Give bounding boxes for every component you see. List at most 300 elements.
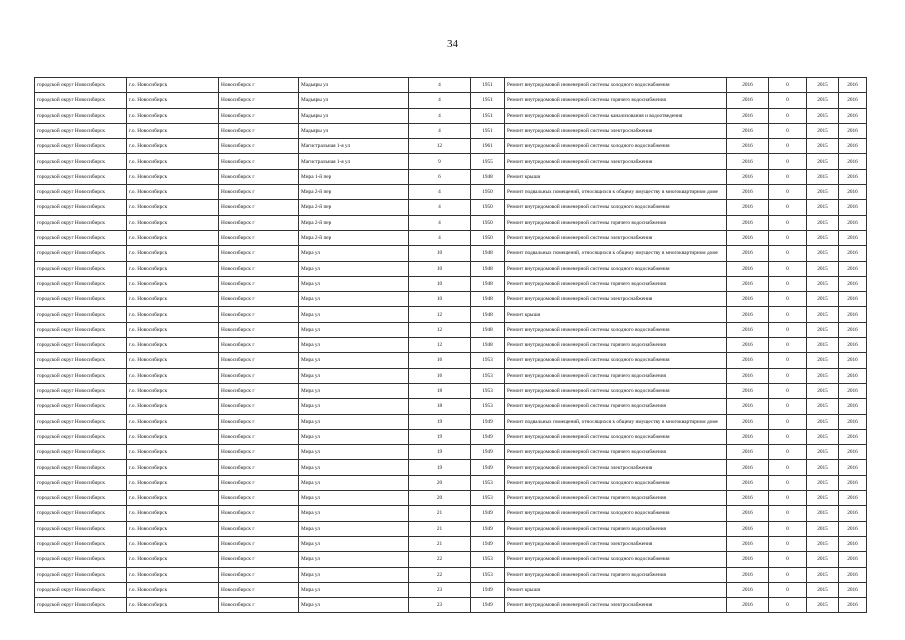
plan-year-cell: 2016	[727, 582, 769, 597]
table-row	[35, 261, 867, 276]
table-row	[35, 230, 867, 245]
street-cell: Мира ул	[299, 521, 409, 536]
plan-year-cell: 2016	[727, 78, 769, 93]
municipality-cell: городской округ Новосибирск	[35, 598, 127, 613]
end-year-cell: 2016	[839, 475, 867, 490]
built-year-cell: 1953	[471, 399, 505, 414]
city-cell: Новосибирск г	[219, 491, 299, 506]
plan-year-cell: 2016	[727, 475, 769, 490]
municipality-cell: городской округ Новосибирск	[35, 552, 127, 567]
street-cell: Мира ул	[299, 445, 409, 460]
city-cell: Новосибирск г	[219, 598, 299, 613]
city-cell: Новосибирск г	[219, 445, 299, 460]
municipality-cell: городской округ Новосибирск	[35, 93, 127, 108]
street-cell: Мира 2-й пер	[299, 215, 409, 230]
district-cell: г.о. Новосибирск	[127, 261, 219, 276]
street-cell: Мира ул	[299, 506, 409, 521]
plan-year-cell: 2016	[727, 338, 769, 353]
plan-year-cell: 2016	[727, 169, 769, 184]
city-cell: Новосибирск г	[219, 383, 299, 398]
municipality-cell: городской округ Новосибирск	[35, 414, 127, 429]
table-row	[35, 215, 867, 230]
house-number-cell: 4	[409, 215, 471, 230]
work-type-cell: Ремонт внутридомовой инженерной системы электроснабжения	[505, 536, 727, 551]
built-year-cell: 1948	[471, 246, 505, 261]
page-number: 34	[447, 38, 458, 50]
work-type-cell: Ремонт крыши	[505, 169, 727, 184]
end-year-cell: 2016	[839, 399, 867, 414]
work-type-cell: Ремонт внутридомовой инженерной системы холодного водоснабжения	[505, 322, 727, 337]
start-year-cell: 2015	[807, 383, 839, 398]
start-year-cell: 2015	[807, 491, 839, 506]
start-year-cell: 2015	[807, 368, 839, 383]
table-row	[35, 552, 867, 567]
work-type-cell: Ремонт внутридомовой инженерной системы горячего водоснабжения	[505, 368, 727, 383]
street-cell: Магистральная 1-я ул	[299, 154, 409, 169]
street-cell: Мира ул	[299, 429, 409, 444]
house-number-cell: 19	[409, 414, 471, 429]
cost-cell: 0	[769, 185, 807, 200]
municipality-cell: городской округ Новосибирск	[35, 491, 127, 506]
start-year-cell: 2015	[807, 460, 839, 475]
end-year-cell: 2016	[839, 338, 867, 353]
work-type-cell: Ремонт внутридомовой инженерной системы канализования и водоотведения	[505, 108, 727, 123]
city-cell: Новосибирск г	[219, 215, 299, 230]
street-cell: Мира 2-й пер	[299, 230, 409, 245]
municipality-cell: городской округ Новосибирск	[35, 399, 127, 414]
start-year-cell: 2015	[807, 414, 839, 429]
work-type-cell: Ремонт внутридомовой инженерной системы холодного водоснабжения	[505, 429, 727, 444]
district-cell: г.о. Новосибирск	[127, 521, 219, 536]
house-number-cell: 16	[409, 368, 471, 383]
cost-cell: 0	[769, 383, 807, 398]
cost-cell: 0	[769, 491, 807, 506]
street-cell: Мира 2-й пер	[299, 185, 409, 200]
city-cell: Новосибирск г	[219, 154, 299, 169]
city-cell: Новосибирск г	[219, 108, 299, 123]
built-year-cell: 1951	[471, 93, 505, 108]
built-year-cell: 1950	[471, 215, 505, 230]
cost-cell: 0	[769, 139, 807, 154]
district-cell: г.о. Новосибирск	[127, 353, 219, 368]
built-year-cell: 1953	[471, 475, 505, 490]
plan-year-cell: 2016	[727, 521, 769, 536]
plan-year-cell: 2016	[727, 154, 769, 169]
house-number-cell: 4	[409, 200, 471, 215]
start-year-cell: 2015	[807, 154, 839, 169]
built-year-cell: 1953	[471, 491, 505, 506]
house-number-cell: 22	[409, 552, 471, 567]
plan-year-cell: 2016	[727, 429, 769, 444]
house-number-cell: 21	[409, 506, 471, 521]
district-cell: г.о. Новосибирск	[127, 460, 219, 475]
start-year-cell: 2015	[807, 215, 839, 230]
cost-cell: 0	[769, 552, 807, 567]
table-row	[35, 276, 867, 291]
table-row	[35, 567, 867, 582]
city-cell: Новосибирск г	[219, 338, 299, 353]
end-year-cell: 2016	[839, 123, 867, 138]
built-year-cell: 1951	[471, 123, 505, 138]
street-cell: Мира ул	[299, 322, 409, 337]
district-cell: г.о. Новосибирск	[127, 93, 219, 108]
municipality-cell: городской округ Новосибирск	[35, 78, 127, 93]
work-type-cell: Ремонт внутридомовой инженерной системы горячего водоснабжения	[505, 276, 727, 291]
district-cell: г.о. Новосибирск	[127, 246, 219, 261]
start-year-cell: 2015	[807, 292, 839, 307]
district-cell: г.о. Новосибирск	[127, 567, 219, 582]
plan-year-cell: 2016	[727, 399, 769, 414]
district-cell: г.о. Новосибирск	[127, 383, 219, 398]
district-cell: г.о. Новосибирск	[127, 598, 219, 613]
start-year-cell: 2015	[807, 429, 839, 444]
start-year-cell: 2015	[807, 338, 839, 353]
start-year-cell: 2015	[807, 108, 839, 123]
start-year-cell: 2015	[807, 598, 839, 613]
cost-cell: 0	[769, 567, 807, 582]
plan-year-cell: 2016	[727, 292, 769, 307]
municipality-cell: городской округ Новосибирск	[35, 108, 127, 123]
city-cell: Новосибирск г	[219, 230, 299, 245]
city-cell: Новосибирск г	[219, 93, 299, 108]
plan-year-cell: 2016	[727, 139, 769, 154]
municipality-cell: городской округ Новосибирск	[35, 307, 127, 322]
built-year-cell: 1949	[471, 429, 505, 444]
work-type-cell: Ремонт внутридомовой инженерной системы горячего водоснабжения	[505, 338, 727, 353]
district-cell: г.о. Новосибирск	[127, 368, 219, 383]
cost-cell: 0	[769, 368, 807, 383]
cost-cell: 0	[769, 78, 807, 93]
work-type-cell: Ремонт внутридомовой инженерной системы холодного водоснабжения	[505, 506, 727, 521]
work-type-cell: Ремонт подвальных помещений, относящихся к общему имуществу в многоквартирном доме	[505, 414, 727, 429]
house-number-cell: 4	[409, 230, 471, 245]
city-cell: Новосибирск г	[219, 292, 299, 307]
plan-year-cell: 2016	[727, 215, 769, 230]
city-cell: Новосибирск г	[219, 506, 299, 521]
built-year-cell: 1948	[471, 276, 505, 291]
house-number-cell: 19	[409, 429, 471, 444]
work-type-cell: Ремонт внутридомовой инженерной системы горячего водоснабжения	[505, 445, 727, 460]
municipality-cell: городской округ Новосибирск	[35, 521, 127, 536]
built-year-cell: 1953	[471, 368, 505, 383]
plan-year-cell: 2016	[727, 445, 769, 460]
street-cell: Мира ул	[299, 567, 409, 582]
plan-year-cell: 2016	[727, 491, 769, 506]
municipality-cell: городской округ Новосибирск	[35, 429, 127, 444]
house-number-cell: 18	[409, 399, 471, 414]
street-cell: Мира ул	[299, 338, 409, 353]
municipality-cell: городской округ Новосибирск	[35, 582, 127, 597]
table-row	[35, 582, 867, 597]
end-year-cell: 2016	[839, 292, 867, 307]
built-year-cell: 1949	[471, 506, 505, 521]
cost-cell: 0	[769, 322, 807, 337]
work-type-cell: Ремонт крыши	[505, 582, 727, 597]
built-year-cell: 1950	[471, 185, 505, 200]
work-type-cell: Ремонт внутридомовой инженерной системы электроснабжения	[505, 598, 727, 613]
city-cell: Новосибирск г	[219, 261, 299, 276]
plan-year-cell: 2016	[727, 460, 769, 475]
start-year-cell: 2015	[807, 521, 839, 536]
work-type-cell: Ремонт внутридомовой инженерной системы электроснабжения	[505, 460, 727, 475]
house-number-cell: 21	[409, 536, 471, 551]
house-number-cell: 12	[409, 307, 471, 322]
plan-year-cell: 2016	[727, 200, 769, 215]
end-year-cell: 2016	[839, 368, 867, 383]
start-year-cell: 2015	[807, 78, 839, 93]
work-type-cell: Ремонт внутридомовой инженерной системы холодного водоснабжения	[505, 200, 727, 215]
work-type-cell: Ремонт внутридомовой инженерной системы холодного водоснабжения	[505, 383, 727, 398]
end-year-cell: 2016	[839, 108, 867, 123]
plan-year-cell: 2016	[727, 108, 769, 123]
municipality-cell: городской округ Новосибирск	[35, 169, 127, 184]
table-row	[35, 383, 867, 398]
municipality-cell: городской округ Новосибирск	[35, 353, 127, 368]
street-cell: Мадьяры ул	[299, 123, 409, 138]
house-number-cell: 16	[409, 353, 471, 368]
house-number-cell: 4	[409, 185, 471, 200]
house-number-cell: 10	[409, 292, 471, 307]
plan-year-cell: 2016	[727, 567, 769, 582]
start-year-cell: 2015	[807, 185, 839, 200]
work-type-cell: Ремонт крыши	[505, 307, 727, 322]
end-year-cell: 2016	[839, 185, 867, 200]
built-year-cell: 1949	[471, 445, 505, 460]
district-cell: г.о. Новосибирск	[127, 169, 219, 184]
built-year-cell: 1948	[471, 307, 505, 322]
built-year-cell: 1950	[471, 230, 505, 245]
built-year-cell: 1948	[471, 338, 505, 353]
house-number-cell: 12	[409, 338, 471, 353]
end-year-cell: 2016	[839, 552, 867, 567]
table-row	[35, 123, 867, 138]
work-type-cell: Ремонт внутридомовой инженерной системы горячего водоснабжения	[505, 399, 727, 414]
table-row	[35, 108, 867, 123]
table-row	[35, 506, 867, 521]
plan-year-cell: 2016	[727, 261, 769, 276]
table-row	[35, 185, 867, 200]
table-row	[35, 154, 867, 169]
work-type-cell: Ремонт внутридомовой инженерной системы горячего водоснабжения	[505, 491, 727, 506]
municipality-cell: городской округ Новосибирск	[35, 383, 127, 398]
municipality-cell: городской округ Новосибирск	[35, 215, 127, 230]
street-cell: Мира 1-й пер	[299, 169, 409, 184]
street-cell: Мадьяры ул	[299, 78, 409, 93]
house-number-cell: 4	[409, 78, 471, 93]
street-cell: Мира ул	[299, 536, 409, 551]
plan-year-cell: 2016	[727, 353, 769, 368]
city-cell: Новосибирск г	[219, 414, 299, 429]
work-type-cell: Ремонт подвальных помещений, относящихся к общему имуществу в многоквартирном доме	[505, 246, 727, 261]
end-year-cell: 2016	[839, 383, 867, 398]
street-cell: Мира ул	[299, 368, 409, 383]
municipality-cell: городской округ Новосибирск	[35, 292, 127, 307]
house-number-cell: 18	[409, 383, 471, 398]
cost-cell: 0	[769, 521, 807, 536]
plan-year-cell: 2016	[727, 368, 769, 383]
district-cell: г.о. Новосибирск	[127, 123, 219, 138]
built-year-cell: 1949	[471, 460, 505, 475]
table-row	[35, 536, 867, 551]
district-cell: г.о. Новосибирск	[127, 552, 219, 567]
end-year-cell: 2016	[839, 353, 867, 368]
district-cell: г.о. Новосибирск	[127, 506, 219, 521]
cost-cell: 0	[769, 445, 807, 460]
work-type-cell: Ремонт подвальных помещений, относящихся к общему имуществу в многоквартирном доме	[505, 185, 727, 200]
house-number-cell: 10	[409, 261, 471, 276]
table-row	[35, 200, 867, 215]
end-year-cell: 2016	[839, 139, 867, 154]
end-year-cell: 2016	[839, 460, 867, 475]
city-cell: Новосибирск г	[219, 475, 299, 490]
house-number-cell: 20	[409, 475, 471, 490]
cost-cell: 0	[769, 582, 807, 597]
house-number-cell: 21	[409, 521, 471, 536]
district-cell: г.о. Новосибирск	[127, 582, 219, 597]
cost-cell: 0	[769, 475, 807, 490]
cost-cell: 0	[769, 246, 807, 261]
start-year-cell: 2015	[807, 93, 839, 108]
cost-cell: 0	[769, 429, 807, 444]
start-year-cell: 2015	[807, 475, 839, 490]
end-year-cell: 2016	[839, 567, 867, 582]
plan-year-cell: 2016	[727, 276, 769, 291]
municipality-cell: городской округ Новосибирск	[35, 276, 127, 291]
work-type-cell: Ремонт внутридомовой инженерной системы горячего водоснабжения	[505, 215, 727, 230]
start-year-cell: 2015	[807, 399, 839, 414]
cost-cell: 0	[769, 598, 807, 613]
cost-cell: 0	[769, 230, 807, 245]
district-cell: г.о. Новосибирск	[127, 322, 219, 337]
cost-cell: 0	[769, 215, 807, 230]
cost-cell: 0	[769, 506, 807, 521]
built-year-cell: 1948	[471, 322, 505, 337]
city-cell: Новосибирск г	[219, 536, 299, 551]
end-year-cell: 2016	[839, 491, 867, 506]
plan-year-cell: 2016	[727, 383, 769, 398]
end-year-cell: 2016	[839, 169, 867, 184]
plan-year-cell: 2016	[727, 307, 769, 322]
work-type-cell: Ремонт внутридомовой инженерной системы горячего водоснабжения	[505, 521, 727, 536]
cost-cell: 0	[769, 414, 807, 429]
plan-year-cell: 2016	[727, 93, 769, 108]
built-year-cell: 1953	[471, 552, 505, 567]
work-type-cell: Ремонт внутридомовой инженерной системы электроснабжения	[505, 292, 727, 307]
end-year-cell: 2016	[839, 414, 867, 429]
cost-cell: 0	[769, 353, 807, 368]
cost-cell: 0	[769, 338, 807, 353]
start-year-cell: 2015	[807, 169, 839, 184]
city-cell: Новосибирск г	[219, 169, 299, 184]
district-cell: г.о. Новосибирск	[127, 78, 219, 93]
built-year-cell: 1953	[471, 353, 505, 368]
plan-year-cell: 2016	[727, 414, 769, 429]
start-year-cell: 2015	[807, 123, 839, 138]
cost-cell: 0	[769, 93, 807, 108]
start-year-cell: 2015	[807, 276, 839, 291]
district-cell: г.о. Новосибирск	[127, 414, 219, 429]
end-year-cell: 2016	[839, 246, 867, 261]
street-cell: Мира ул	[299, 475, 409, 490]
plan-year-cell: 2016	[727, 123, 769, 138]
city-cell: Новосибирск г	[219, 429, 299, 444]
end-year-cell: 2016	[839, 261, 867, 276]
table-row	[35, 322, 867, 337]
city-cell: Новосибирск г	[219, 139, 299, 154]
built-year-cell: 1948	[471, 292, 505, 307]
built-year-cell: 1950	[471, 200, 505, 215]
street-cell: Магистральная 1-я ул	[299, 139, 409, 154]
cost-cell: 0	[769, 399, 807, 414]
municipality-cell: городской округ Новосибирск	[35, 536, 127, 551]
municipality-cell: городской округ Новосибирск	[35, 475, 127, 490]
table-row	[35, 491, 867, 506]
work-type-cell: Ремонт внутридомовой инженерной системы горячего водоснабжения	[505, 93, 727, 108]
end-year-cell: 2016	[839, 307, 867, 322]
built-year-cell: 1953	[471, 383, 505, 398]
city-cell: Новосибирск г	[219, 460, 299, 475]
start-year-cell: 2015	[807, 445, 839, 460]
end-year-cell: 2016	[839, 582, 867, 597]
district-cell: г.о. Новосибирск	[127, 154, 219, 169]
work-type-cell: Ремонт внутридомовой инженерной системы холодного водоснабжения	[505, 475, 727, 490]
house-number-cell: 23	[409, 582, 471, 597]
table-row	[35, 93, 867, 108]
built-year-cell: 1949	[471, 536, 505, 551]
city-cell: Новосибирск г	[219, 353, 299, 368]
start-year-cell: 2015	[807, 353, 839, 368]
repair-schedule-table	[34, 77, 867, 613]
table-row	[35, 169, 867, 184]
cost-cell: 0	[769, 200, 807, 215]
city-cell: Новосибирск г	[219, 582, 299, 597]
end-year-cell: 2016	[839, 521, 867, 536]
district-cell: г.о. Новосибирск	[127, 491, 219, 506]
district-cell: г.о. Новосибирск	[127, 338, 219, 353]
start-year-cell: 2015	[807, 567, 839, 582]
end-year-cell: 2016	[839, 506, 867, 521]
street-cell: Мира ул	[299, 353, 409, 368]
street-cell: Мира ул	[299, 292, 409, 307]
table-row	[35, 292, 867, 307]
start-year-cell: 2015	[807, 246, 839, 261]
street-cell: Мира ул	[299, 399, 409, 414]
start-year-cell: 2015	[807, 307, 839, 322]
built-year-cell: 1961	[471, 139, 505, 154]
street-cell: Мадьяры ул	[299, 93, 409, 108]
district-cell: г.о. Новосибирск	[127, 215, 219, 230]
street-cell: Мира ул	[299, 491, 409, 506]
house-number-cell: 20	[409, 491, 471, 506]
street-cell: Мадьяры ул	[299, 108, 409, 123]
plan-year-cell: 2016	[727, 322, 769, 337]
city-cell: Новосибирск г	[219, 185, 299, 200]
municipality-cell: городской округ Новосибирск	[35, 322, 127, 337]
house-number-cell: 6	[409, 169, 471, 184]
cost-cell: 0	[769, 307, 807, 322]
district-cell: г.о. Новосибирск	[127, 445, 219, 460]
city-cell: Новосибирск г	[219, 399, 299, 414]
end-year-cell: 2016	[839, 200, 867, 215]
table-row	[35, 475, 867, 490]
end-year-cell: 2016	[839, 78, 867, 93]
cost-cell: 0	[769, 276, 807, 291]
district-cell: г.о. Новосибирск	[127, 399, 219, 414]
municipality-cell: городской округ Новосибирск	[35, 185, 127, 200]
cost-cell: 0	[769, 261, 807, 276]
district-cell: г.о. Новосибирск	[127, 475, 219, 490]
municipality-cell: городской округ Новосибирск	[35, 368, 127, 383]
